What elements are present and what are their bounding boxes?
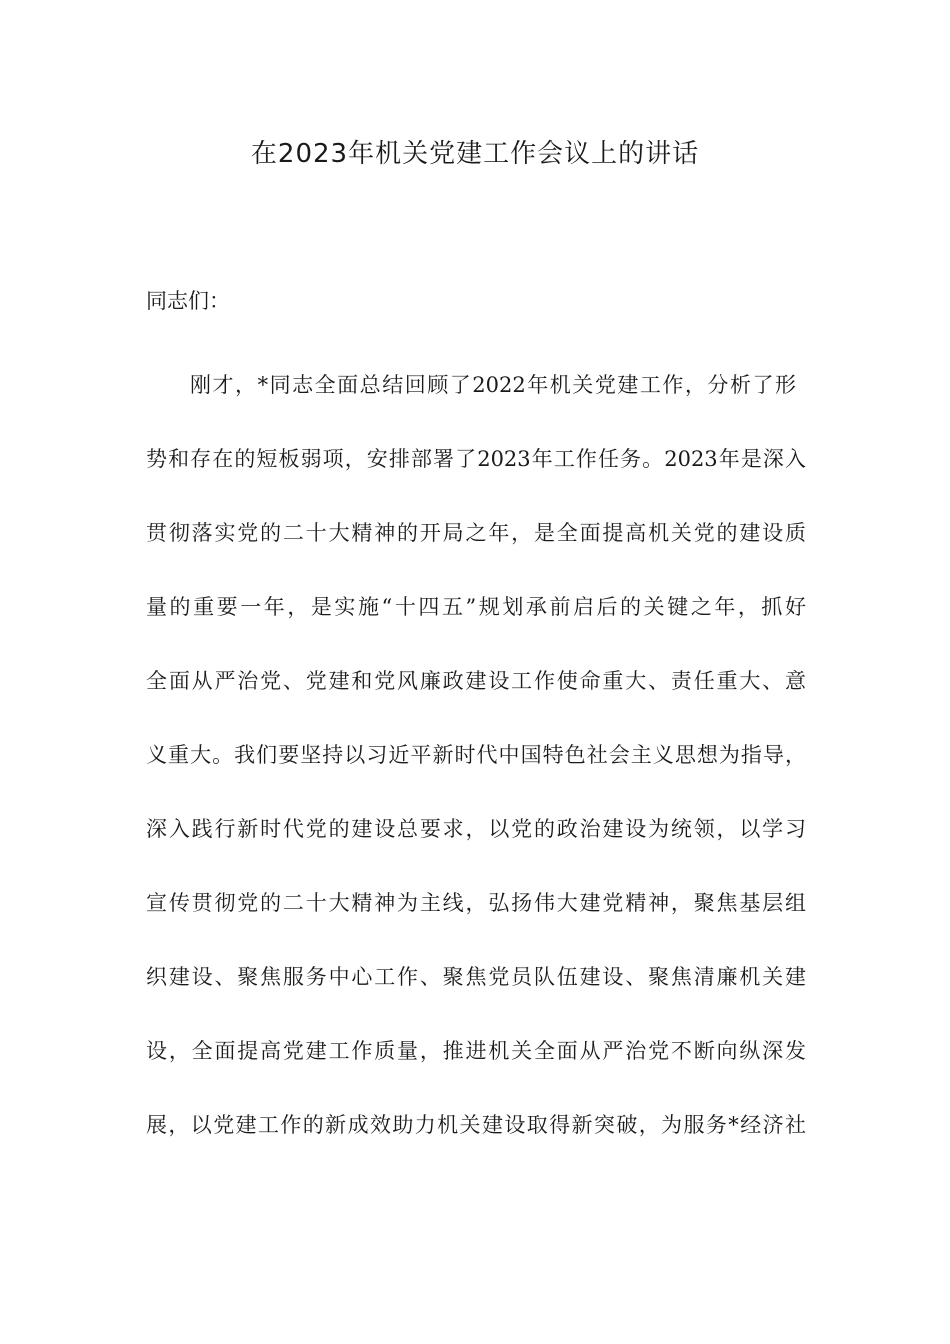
- paragraph-line: 深入践行新时代党的建设总要求，以党的政治建设为统领，以学习: [146, 817, 806, 841]
- paragraph-line: 义重大。我们要坚持以习近平新时代中国特色社会主义思想为指导，: [146, 743, 806, 767]
- paragraph-line: 全面从严治党、党建和党风廉政建设工作使命重大、责任重大、意: [146, 669, 806, 693]
- paragraph-line: 势和存在的短板弱项，安排部署了2023年工作任务。2023年是深入: [146, 447, 806, 471]
- paragraph-line: 设，全面提高党建工作质量，推进机关全面从严治党不断向纵深发: [146, 1039, 806, 1063]
- paragraph-line: 展，以党建工作的新成效助力机关建设取得新突破，为服务*经济社: [146, 1113, 806, 1137]
- paragraph-line: 贯彻落实党的二十大精神的开局之年，是全面提高机关党的建设质: [146, 521, 806, 545]
- paragraph-line: 量的重要一年，是实施“十四五”规划承前启后的关键之年，抓好: [146, 595, 806, 619]
- paragraph-line: 织建设、聚焦服务中心工作、聚焦党员队伍建设、聚焦清廉机关建: [146, 965, 806, 989]
- document-title: 在2023年机关党建工作会议上的讲话: [250, 139, 700, 169]
- salutation: 同志们：: [146, 289, 230, 313]
- paragraph-line: 宣传贯彻党的二十大精神为主线，弘扬伟大建党精神，聚焦基层组: [146, 891, 806, 915]
- paragraph-line: 刚才，*同志全面总结回顾了2022年机关党建工作，分析了形: [190, 373, 796, 397]
